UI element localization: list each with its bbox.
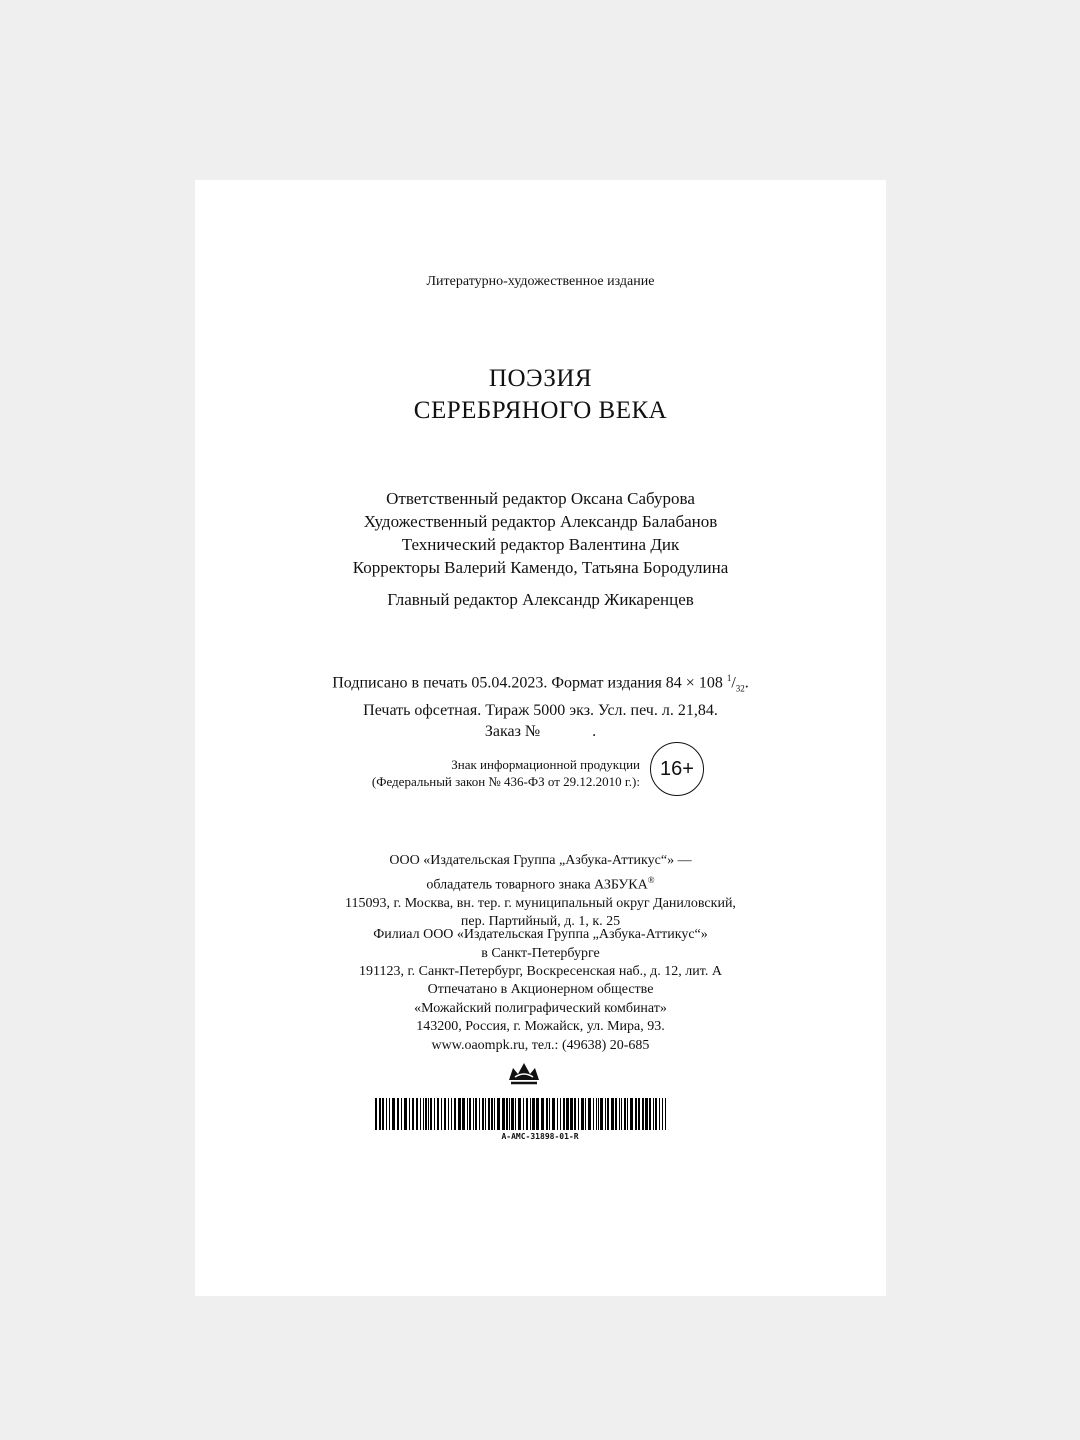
publisher-line-4: пер. Партийный, д. 1, к. 25 bbox=[460, 914, 621, 930]
chief-editor: Главный редактор Александр Жикаренцев bbox=[387, 590, 694, 609]
info-label-line-1: Знак информационной продукции bbox=[451, 757, 640, 772]
branch-block bbox=[195, 926, 886, 982]
credits-list bbox=[195, 487, 886, 579]
print-info-suffix: . bbox=[744, 674, 749, 692]
printer-line-1: Отпечатано в Акционерном обществе bbox=[427, 982, 654, 997]
registered-mark: ® bbox=[647, 874, 655, 885]
printer-block bbox=[195, 981, 886, 1055]
print-info-prefix: Подписано в печать 05.04.2023. Формат издания 84 × 108 bbox=[332, 674, 727, 692]
printer-line-4: www.oaompk.ru, тел.: (49638) 20-685 bbox=[431, 1037, 650, 1053]
format-numerator: 1 bbox=[726, 673, 732, 683]
barcode-number: A-AMC-31898-01-R bbox=[501, 1132, 579, 1141]
title-line-2: СЕРЕБРЯНОГО ВЕКА bbox=[413, 397, 668, 424]
publisher-block bbox=[195, 852, 886, 932]
print-info-line-2: Печать офсетная. Тираж 5000 экз. Усл. печ. л. 21,84. bbox=[363, 701, 718, 719]
format-slash: / bbox=[731, 674, 736, 692]
publisher-line-2 bbox=[195, 871, 886, 895]
edition-type: Литературно-художественное издание bbox=[426, 274, 655, 289]
credit-line: Ответственный редактор Оксана Сабурова bbox=[386, 489, 695, 508]
branch-line-1: Филиал ООО «Издательская Группа „Азбука-Аттикус“» bbox=[373, 927, 708, 942]
imprint-page bbox=[195, 180, 886, 1296]
title-line-1: ПОЭЗИЯ bbox=[488, 365, 593, 392]
order-number: Заказ № . bbox=[484, 722, 597, 740]
printer-line-2: «Можайский полиграфический комбинат» bbox=[414, 1000, 667, 1016]
branch-line-3: 191123, г. Санкт-Петербург, Воскресенская наб., д. 12, лит. А bbox=[359, 964, 722, 979]
publisher-line-1: ООО «Издательская Группа „Азбука-Аттикус“» — bbox=[389, 853, 692, 868]
info-label-line-2: (Федеральный закон № 436-ФЗ от 29.12.2010 г.): bbox=[371, 774, 640, 789]
print-info-line-1 bbox=[195, 668, 886, 700]
printer-line-3: 143200, Россия, г. Можайск, ул. Мира, 93. bbox=[416, 1019, 665, 1034]
publisher-line-3: 115093, г. Москва, вн. тер. г. муниципальный округ Даниловский, bbox=[345, 895, 736, 911]
publisher-trademark: обладатель товарного знака АЗБУКА bbox=[426, 877, 648, 893]
book-title bbox=[195, 363, 886, 427]
print-info bbox=[195, 668, 886, 742]
age-rating-badge: 16+ bbox=[650, 742, 704, 796]
credit-line: Художественный редактор Александр Балабанов bbox=[363, 512, 718, 531]
barcode-icon bbox=[375, 1098, 671, 1130]
credit-line: Корректоры Валерий Камендо, Татьяна Бородулина bbox=[352, 558, 729, 577]
info-product-label bbox=[340, 756, 640, 790]
credit-line: Технический редактор Валентина Дик bbox=[401, 535, 680, 554]
printer-logo-icon bbox=[507, 1060, 541, 1086]
format-denominator: 32 bbox=[735, 683, 745, 694]
branch-line-2: в Санкт-Петербурге bbox=[481, 945, 600, 961]
